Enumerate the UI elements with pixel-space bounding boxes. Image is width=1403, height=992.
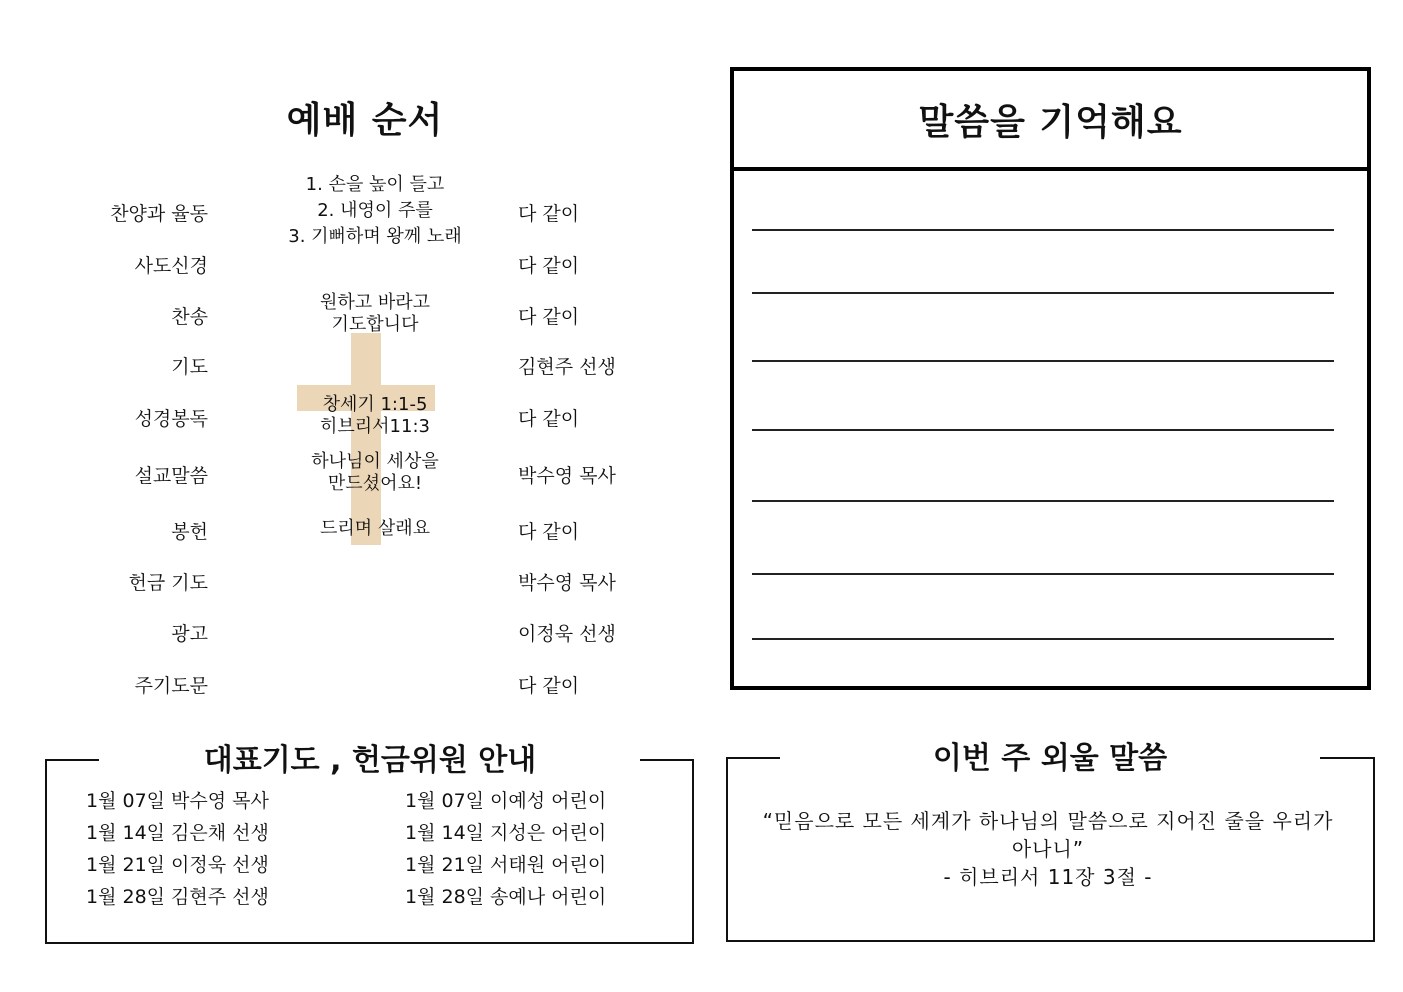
worship-item-detail — [245, 172, 505, 250]
worship-item-leader: 다 같이 — [518, 306, 580, 328]
worship-item-leader: 다 같이 — [518, 521, 580, 543]
verse-title: 이번 주 외울 말씀 — [932, 741, 1168, 776]
prayer-frame-top-right — [640, 759, 692, 761]
memo-line — [752, 429, 1334, 431]
prayer-list-children — [405, 785, 606, 913]
worship-item-label: 찬양과 율동 — [110, 203, 208, 225]
memo-line — [752, 500, 1334, 502]
worship-item-leader: 다 같이 — [518, 675, 580, 697]
prayer-item: 1월 28일 김현주 선생 — [86, 886, 269, 908]
prayer-title: 대표기도 , 헌금위원 안내 — [203, 743, 537, 778]
prayer-item: 1월 07일 박수영 목사 — [86, 790, 269, 812]
memo-box — [730, 67, 1371, 690]
worship-item-leader: 다 같이 — [518, 408, 580, 430]
worship-item-detail — [245, 518, 505, 540]
prayer-item: 1월 21일 이정욱 선생 — [86, 854, 269, 876]
worship-item-label: 찬송 — [171, 306, 208, 328]
worship-detail-line: 하나님이 세상을 — [311, 451, 439, 472]
verse-line: “믿음으로 모든 세계가 하나님의 말씀으로 지어진 줄을 우리가 — [762, 809, 1334, 833]
worship-item-leader: 다 같이 — [518, 203, 580, 225]
worship-item-detail — [245, 292, 505, 336]
worship-item-label: 기도 — [171, 356, 208, 378]
verse-frame-top-right — [1320, 757, 1373, 759]
worship-title: 예배 순서 — [286, 100, 444, 141]
worship-detail-line: 만드셨어요! — [327, 473, 423, 494]
worship-detail-line: 히브리서11:3 — [320, 416, 430, 437]
worship-detail-line: 2. 내영이 주를 — [317, 200, 433, 221]
memo-line — [752, 292, 1334, 294]
worship-item-leader: 박수영 목사 — [518, 465, 616, 487]
offering-item: 1월 21일 서태원 어린이 — [405, 854, 607, 876]
memo-title: 말씀을 기억해요 — [918, 101, 1183, 143]
verse-frame-top-left — [726, 757, 780, 759]
memo-line — [752, 229, 1334, 231]
memo-header — [734, 71, 1367, 171]
worship-detail-line: 드리며 살래요 — [319, 518, 431, 539]
memory-verse — [752, 807, 1344, 891]
worship-item-leader: 박수영 목사 — [518, 572, 616, 594]
memo-line — [752, 638, 1334, 640]
worship-item-label: 사도신경 — [134, 255, 208, 277]
worship-item-leader: 다 같이 — [518, 255, 580, 277]
worship-item-label: 헌금 기도 — [128, 572, 208, 594]
worship-item-detail — [245, 451, 505, 495]
worship-item-label: 성경봉독 — [134, 408, 208, 430]
worship-detail-line: 원하고 바라고 — [319, 292, 431, 313]
worship-item-leader: 김현주 선생 — [518, 356, 616, 378]
worship-item-leader: 이정욱 선생 — [518, 623, 616, 645]
memo-line — [752, 360, 1334, 362]
worship-item-label: 봉헌 — [171, 521, 208, 543]
prayer-list-leaders — [86, 785, 269, 913]
memo-line — [752, 573, 1334, 575]
verse-line: 아나니” — [1011, 837, 1085, 861]
verse-reference: - 히브리서 11장 3절 - — [943, 865, 1153, 889]
prayer-frame-top-left — [45, 759, 99, 761]
offering-item: 1월 14일 지성은 어린이 — [405, 822, 607, 844]
worship-item-label: 광고 — [171, 623, 208, 645]
worship-detail-line: 기도합니다 — [331, 314, 419, 335]
worship-item-label: 주기도문 — [134, 675, 208, 697]
offering-item: 1월 07일 이예성 어린이 — [405, 790, 607, 812]
worship-item-label: 설교말씀 — [134, 465, 208, 487]
offering-item: 1월 28일 송예나 어린이 — [405, 886, 607, 908]
worship-detail-line: 1. 손을 높이 들고 — [305, 174, 445, 195]
prayer-item: 1월 14일 김은채 선생 — [86, 822, 269, 844]
worship-detail-line: 창세기 1:1-5 — [322, 394, 428, 415]
cross-icon — [351, 333, 381, 545]
worship-item-detail — [245, 394, 505, 438]
worship-detail-line: 3. 기뻐하며 왕께 노래 — [288, 226, 462, 247]
